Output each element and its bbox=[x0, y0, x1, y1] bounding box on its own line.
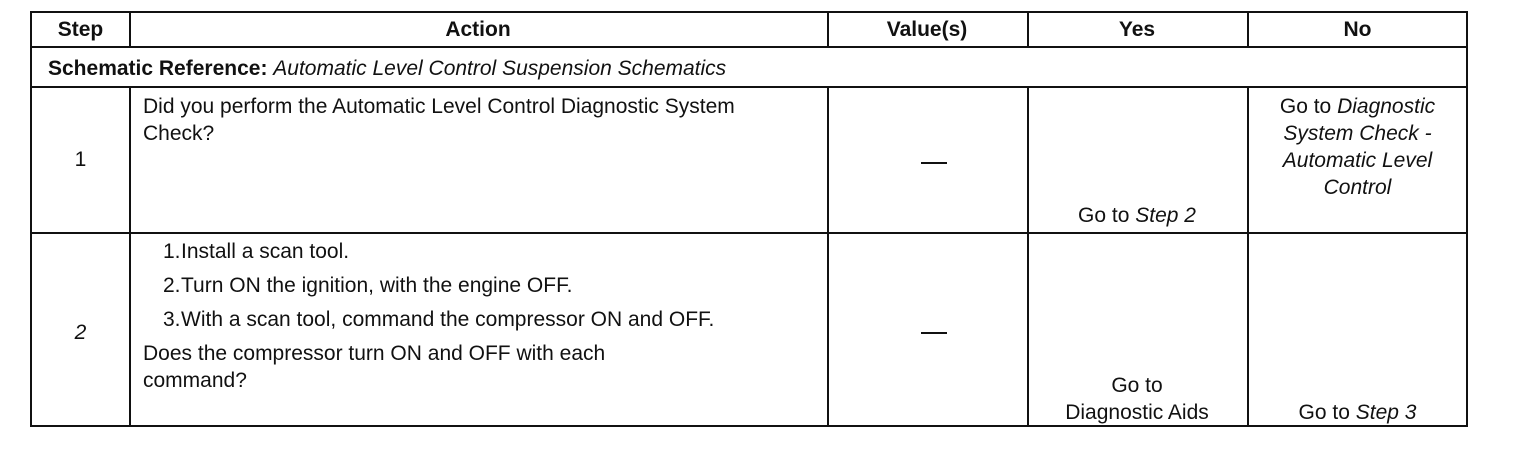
list-item-text: Turn ON the ignition, with the engine OFF. bbox=[181, 274, 573, 297]
row2-yes[interactable] bbox=[1027, 372, 1247, 426]
row1-no-link-line4[interactable]: Control bbox=[1323, 176, 1392, 199]
header-action: Action bbox=[445, 17, 511, 41]
row1-no-link-line2[interactable]: System Check - bbox=[1283, 122, 1432, 145]
col-divider bbox=[129, 86, 131, 425]
row-divider bbox=[32, 46, 1466, 48]
row2-value-dash bbox=[921, 332, 947, 334]
row1-yes-link[interactable]: Step 2 bbox=[1135, 204, 1196, 227]
row2-no-prefix: Go to bbox=[1298, 401, 1356, 424]
header-values: Value(s) bbox=[886, 17, 968, 41]
header-no: No bbox=[1343, 17, 1372, 41]
row2-question: Does the compressor turn ON and OFF with each command? bbox=[143, 342, 606, 392]
row2-step: 2 bbox=[74, 321, 87, 344]
row1-no-link[interactable]: Diagnostic bbox=[1337, 95, 1436, 118]
row2-no-link[interactable]: Step 3 bbox=[1355, 401, 1417, 424]
row2-yes-line2[interactable]: Diagnostic Aids bbox=[1065, 401, 1209, 424]
row1-step: 1 bbox=[74, 148, 87, 171]
list-item-number: 2. bbox=[163, 274, 181, 297]
row-divider bbox=[32, 232, 1466, 234]
header-step: Step bbox=[57, 17, 104, 41]
list-item bbox=[143, 306, 761, 333]
list-item-number: 3. bbox=[163, 308, 181, 331]
row1-yes-prefix: Go to bbox=[1078, 204, 1136, 227]
row1-no bbox=[1247, 93, 1468, 201]
row2-action bbox=[143, 238, 793, 394]
col-divider bbox=[827, 86, 829, 425]
schematic-reference bbox=[48, 55, 726, 82]
list-item-text: Install a scan tool. bbox=[181, 240, 350, 263]
row2-steps-list bbox=[143, 238, 793, 333]
schematic-label: Schematic Reference: bbox=[48, 57, 268, 80]
row1-no-prefix: Go to bbox=[1279, 95, 1338, 118]
row-divider bbox=[32, 86, 1466, 88]
list-item bbox=[143, 272, 793, 299]
header-yes: Yes bbox=[1118, 17, 1156, 41]
list-item-number: 1. bbox=[163, 240, 181, 263]
row2-yes-line1: Go to bbox=[1111, 374, 1163, 397]
row1-yes bbox=[1027, 202, 1247, 229]
row1-value-dash bbox=[921, 162, 947, 164]
schematic-link[interactable]: Automatic Level Control Suspension Schematics bbox=[273, 57, 727, 80]
diagnostic-table bbox=[30, 11, 1468, 427]
row2-no bbox=[1247, 399, 1468, 426]
row1-action: Did you perform the Automatic Level Control Diagnostic System Check? bbox=[143, 95, 735, 145]
list-item bbox=[143, 238, 793, 265]
row1-no-link-line3[interactable]: Automatic Level bbox=[1282, 149, 1433, 172]
list-item-text: With a scan tool, command the compressor ON and OFF. bbox=[181, 308, 715, 331]
